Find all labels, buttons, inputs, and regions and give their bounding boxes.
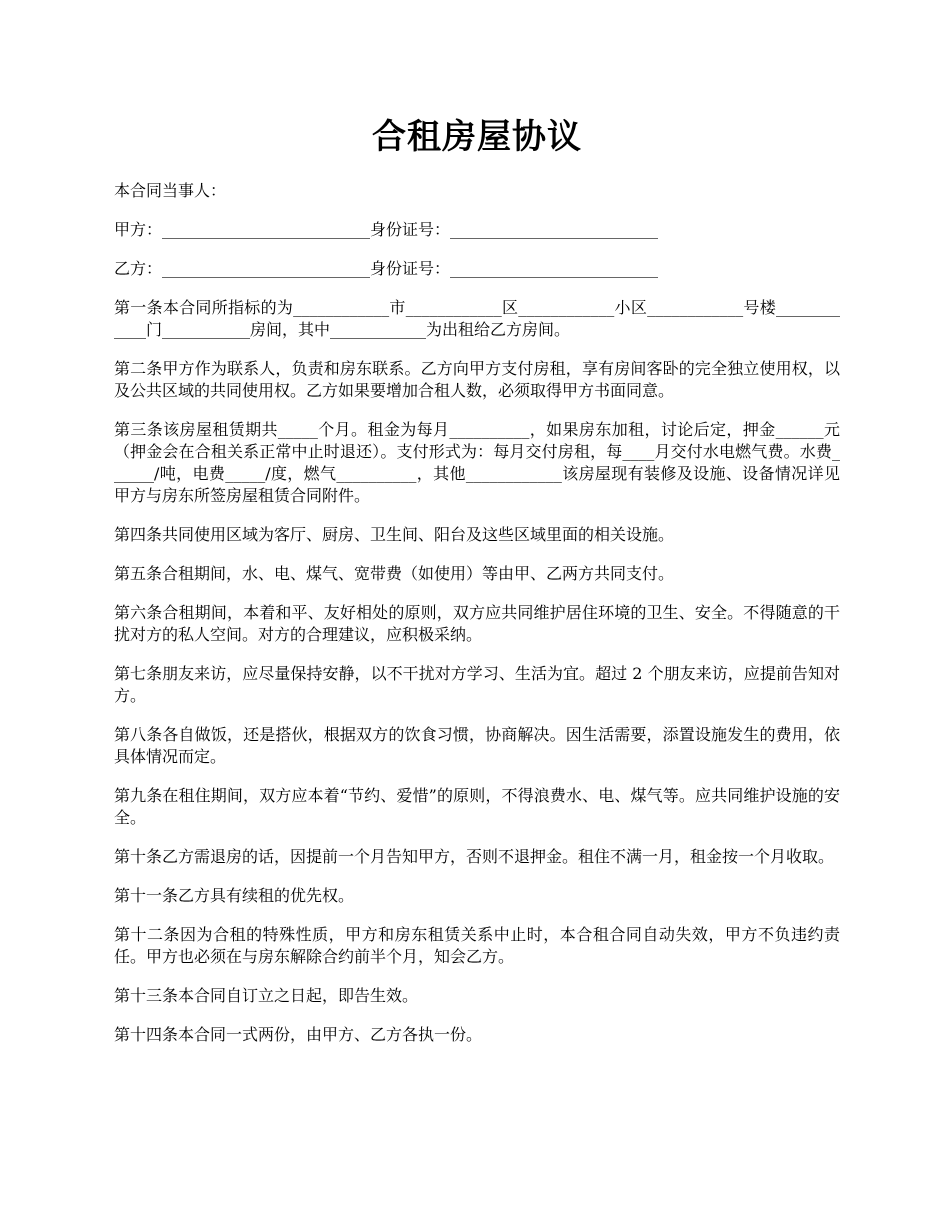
clause-1: 第一条本合同所指标的为____________市____________区____________小区____________号楼____________门___________房间，其中____________为出租给乙方房间。 [114,298,840,339]
clause-10: 第十条乙方需退房的话，因提前一个月告知甲方，否则不退押金。租住不满一月，租金按一个月收取。 [114,847,835,866]
clause-11: 第十一条乙方具有续租的优先权。 [114,886,355,905]
clause-6: 第六条合租期间，本着和平、友好相处的原则，双方应共同维护居住环境的卫生、安全。不得随意的干扰对方的私人空间。对方的合理建议，应积极采纳。 [114,603,840,644]
document-body [114,180,840,1063]
clause-3: 第三条该房屋租赁期共_____个月。租金为每月__________，如果房东加租，讨论后定，押金______元（押金会在合租关系正常中止时退还）。支付形式为：每月交付房租，每____月交付水电燃气费。水费______/吨，电费_____/度，燃气__________，其他____________该房屋现有装修及设施、设备情况详见甲方与房东所签房屋租赁合同附件。 [114,420,840,505]
clause-8: 第八条各自做饭，还是搭伙，根据双方的饮食习惯，协商解决。因生活需要，添置设施发生的费用，依具体情况而定。 [114,725,840,766]
party-a-line: 甲方：__________________________身份证号：__________________________ [114,220,659,239]
document-title: 合租房屋协议 [372,117,582,157]
clause-13: 第十三条本合同自订立之日起，即告生效。 [114,986,419,1005]
parties-intro: 本合同当事人： [114,181,227,200]
clause-14: 第十四条本合同一式两份，由甲方、乙方各执一份。 [114,1025,483,1044]
party-b-line: 乙方：__________________________身份证号：__________________________ [114,259,659,278]
clause-12: 第十二条因为合租的特殊性质，甲方和房东租赁关系中止时，本合租合同自动失效，甲方不负违约责任。甲方也必须在与房东解除合约前半个月，知会乙方。 [114,925,840,966]
clause-2: 第二条甲方作为联系人，负责和房东联系。乙方向甲方支付房租，享有房间客卧的完全独立使用权，以及公共区域的共同使用权。乙方如果要增加合租人数，必须取得甲方书面同意。 [114,359,840,400]
clause-5: 第五条合租期间，水、电、煤气、宽带费（如使用）等由甲、乙两方共同支付。 [114,564,675,583]
clause-4: 第四条共同使用区域为客厅、厨房、卫生间、阳台及这些区域里面的相关设施。 [114,525,675,544]
clause-9: 第九条在租住期间，双方应本着“节约、爱惜”的原则，不得浪费水、电、煤气等。应共同维护设施的安全。 [114,786,840,827]
clause-7: 第七条朋友来访，应尽量保持安静，以不干扰对方学习、生活为宜。超过 2 个朋友来访，应提前告知对方。 [114,664,840,705]
